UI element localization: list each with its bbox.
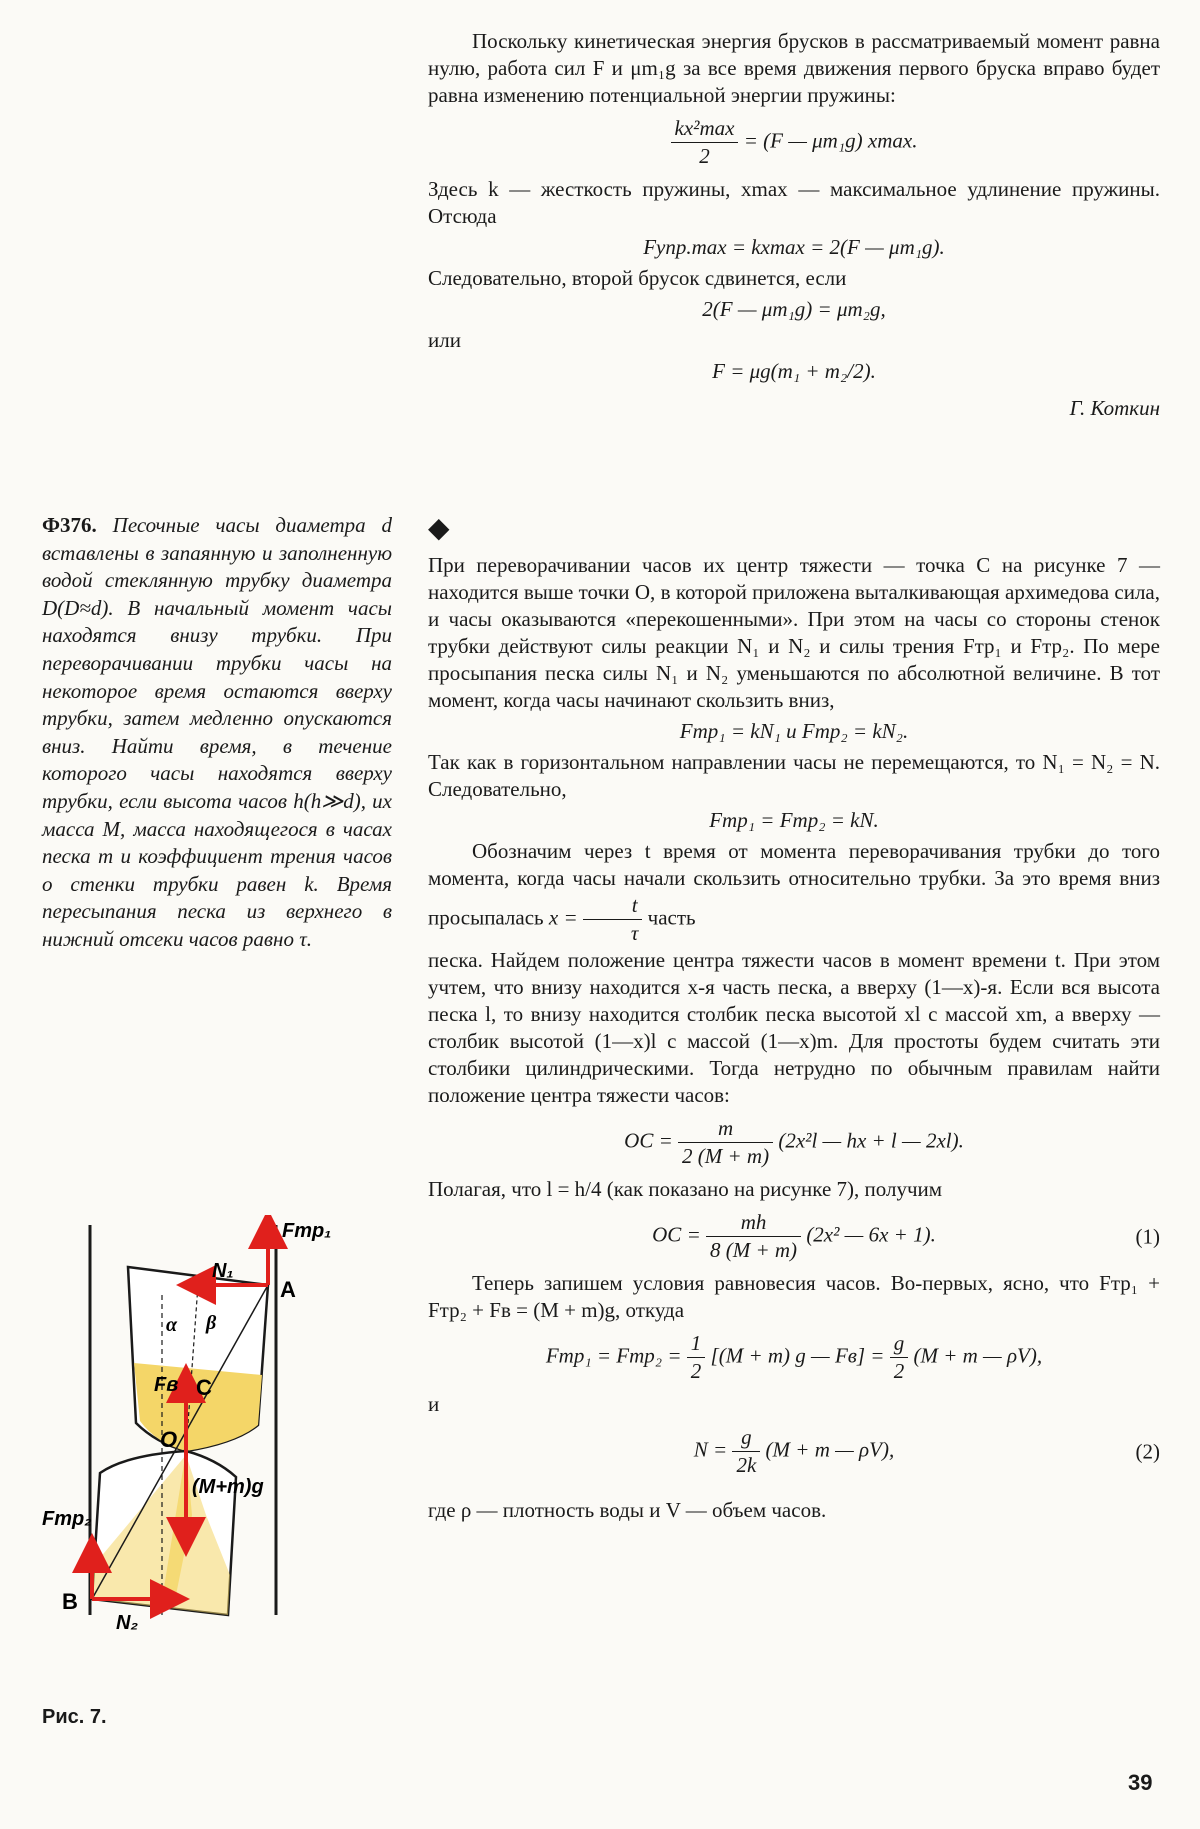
eq9-fraction-1 xyxy=(687,1330,706,1385)
equation-condition: 2(F — μm₁g) = μm₂g, xyxy=(702,297,886,321)
diamond-marker: ◆ xyxy=(428,513,450,544)
eq7-lhs: OC = xyxy=(624,1128,673,1153)
label-b: B xyxy=(62,1589,78,1614)
eq8-number: (1) xyxy=(1135,1224,1160,1248)
label-n2: N₂ xyxy=(116,1612,139,1634)
author-signature: Г. Коткин xyxy=(1069,396,1160,420)
label-fb: Fв xyxy=(154,1374,179,1396)
label-ftr2: Fтр₂ xyxy=(42,1508,92,1530)
eq7-den: 2 (M + m) xyxy=(682,1144,770,1168)
label-a: A xyxy=(280,1277,296,1302)
top-section xyxy=(428,28,1160,422)
problem-body xyxy=(42,512,392,954)
hourglass-figure xyxy=(36,1215,336,1635)
eq1-denominator: 2 xyxy=(699,144,710,168)
eq9-den2: 2 xyxy=(893,1359,905,1383)
eq9-fraction-2 xyxy=(890,1330,909,1385)
eq8-den: 8 (M + m) xyxy=(709,1238,798,1262)
equation-force: Fупр.max = kxmax = 2(F — μm₁g). xyxy=(643,235,945,259)
eq7-rhs: (2x²l — hx + l — 2xl). xyxy=(778,1128,964,1153)
eq8-fraction xyxy=(706,1209,801,1264)
para3-fraction xyxy=(583,892,643,947)
eq10-fraction xyxy=(732,1424,760,1479)
eq7-num: m xyxy=(678,1115,773,1143)
equation-friction-equal: Fтр₁ = Fтр₂ = kN. xyxy=(709,808,879,832)
eq8-lhs: OC = xyxy=(652,1222,701,1247)
label-c: C xyxy=(196,1375,212,1400)
para3-frac-den: τ xyxy=(630,921,639,945)
solution-section xyxy=(428,512,1160,1524)
para3-tail: часть xyxy=(647,905,696,930)
label-mg: (M+m)g xyxy=(192,1476,264,1498)
para3-text: Обозначим через t время от момента переворачивания трубки до того момента, когда часы начали скользить относительно трубки. За это время вниз просыпалась xyxy=(428,839,1160,930)
eq9-num1: 1 xyxy=(687,1330,706,1358)
eq1-numerator: kx²max xyxy=(671,115,739,143)
eq10-den: 2k xyxy=(736,1453,757,1477)
label-n1: N₁ xyxy=(212,1260,234,1282)
label-alpha: α xyxy=(166,1314,178,1336)
eq9-rhs: (M + m — ρV), xyxy=(913,1343,1043,1368)
label-beta: β xyxy=(206,1312,217,1334)
solution-para-4: песка. Найдем положение центра тяжести часов в момент времени t. При этом учтем, что внизу находится x-я часть песка, а вверху (1—x)-я. Если вся высота песка l, то внизу находится столбик песка высотой xl с массой xm, а вверху — столбик высотой (1—x)l с массой (1—x)m. Для простоты будем считать эти столбики цилиндрическими. Тогда нетрудно по обычным правилам найти положение центра тяжести часов: xyxy=(428,948,1160,1107)
solution-para-7: где ρ — плотность воды и V — объем часов. xyxy=(428,1498,827,1522)
figure-caption: Рис. 7. xyxy=(42,1706,107,1728)
eq8-num: mh xyxy=(706,1209,801,1237)
equation-normal xyxy=(428,1424,1160,1479)
and-word: и xyxy=(428,1392,440,1416)
equation-answer: F = μg(m₁ + m₂/2). xyxy=(712,359,876,383)
equation-friction-value xyxy=(428,1330,1160,1385)
eq10-lhs: N = xyxy=(693,1437,728,1462)
equation-oc-1 xyxy=(428,1209,1160,1264)
label-o: O xyxy=(160,1427,178,1452)
top-para-3: Следовательно, второй брусок сдвинется, если xyxy=(428,266,847,290)
page-number: 39 xyxy=(1128,1770,1153,1795)
top-para-1: Поскольку кинетическая энергия брусков в рассматриваемый момент равна нулю, работа сил F и μm₁g за все время движения первого бруска вправо будет равна изменению потенциальной энергии пружины: xyxy=(428,29,1160,107)
problem-statement xyxy=(42,512,392,954)
eq10-number: (2) xyxy=(1135,1439,1160,1463)
or-word: или xyxy=(428,328,461,352)
eq1-rhs: = (F — μm₁g) xmax. xyxy=(743,128,918,153)
solution-para-5: Полагая, что l = h/4 (как показано на рисунке 7), получим xyxy=(428,1177,943,1201)
eq9-den1: 2 xyxy=(690,1359,702,1383)
problem-label: Ф376. xyxy=(42,513,97,537)
eq1-fraction xyxy=(671,115,739,170)
label-ftr1: Fтр₁ xyxy=(282,1220,332,1242)
equation-friction: Fтр₁ = kN₁ и Fтр₂ = kN₂. xyxy=(679,719,909,743)
equation-oc-general xyxy=(428,1115,1160,1170)
solution-para-1: При переворачивании часов их центр тяжести — точка C на рисунке 7 — находится выше точки O, в которой приложена выталкивающая архимедова сила, и часы оказываются «перекошенными». При этом на часы со стороны стенок трубки действуют силы реакции N₁ и N₂ и силы трения Fтр₁ и Fтр₂. По мере просыпания песка силы N₁ и N₂ уменьшаются по абсолютной величине. В тот момент, когда часы начинают скользить вниз, xyxy=(428,553,1160,712)
solution-para-2: Так как в горизонтальном направлении часы не перемещаются, то N₁ = N₂ = N. Следовательно, xyxy=(428,750,1160,801)
solution-para-3 xyxy=(428,838,1160,947)
eq9-num2: g xyxy=(890,1330,909,1358)
eq9-lhs: Fтр₁ = Fтр₂ = xyxy=(545,1343,682,1368)
eq8-rhs: (2x² — 6x + 1). xyxy=(806,1222,936,1247)
problem-text: Песочные часы диаметра d вставлены в запаянную и заполненную водой стеклянную трубку диаметра D(D≈d). В начальный момент часы находятся внизу трубки. При переворачивании трубки часы на некоторое время остаются вверху трубки, затем медленно опускаются вниз. Найти время, в течение которого часы находятся вверху трубки, если высота часов h(h≫d), их масса M, масса находящегося в часах песка m и коэффициент трения часов о стенки трубки равен k. Время пересыпания песка из верхнего в нижний отсеки часов равно τ. xyxy=(42,513,392,951)
eq7-fraction xyxy=(678,1115,773,1170)
para3-x: x = xyxy=(548,905,578,930)
eq10-rhs: (M + m — ρV), xyxy=(765,1437,895,1462)
eq10-num: g xyxy=(732,1424,760,1452)
para3-frac-num: t xyxy=(583,892,643,920)
eq9-mid: [(M + m) g — Fв] = xyxy=(710,1343,885,1368)
equation-energy xyxy=(428,115,1160,170)
solution-para-6: Теперь запишем условия равновесия часов. Во-первых, ясно, что Fтр₁ + Fтр₂ + Fв = (M + m)g, откуда xyxy=(428,1271,1160,1322)
top-para-2: Здесь k — жесткость пружины, xmax — максимальное удлинение пружины. Отсюда xyxy=(428,177,1160,228)
